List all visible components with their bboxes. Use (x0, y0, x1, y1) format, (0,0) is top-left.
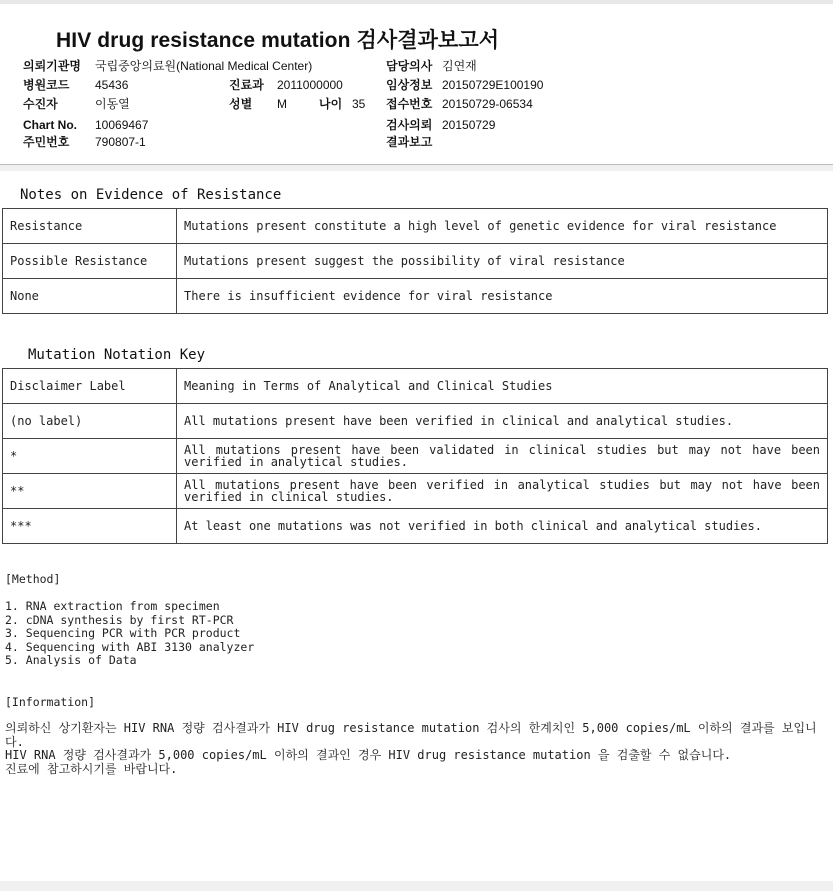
notation-label: (no label) (3, 404, 177, 439)
sex-label: 성별 (229, 97, 253, 111)
doctor-label: 담당의사 (386, 59, 433, 73)
evidence-table (2, 208, 828, 314)
id-no-value: 790807-1 (95, 135, 146, 149)
method-step: 5. Analysis of Data (5, 653, 137, 667)
test-request-label: 검사의뢰 (386, 118, 433, 132)
table-row (3, 209, 828, 244)
table-row (3, 474, 828, 509)
notation-text: All mutations present have been verified in clinical and analytical studies. (177, 404, 828, 439)
evidence-label: Resistance (3, 209, 177, 244)
report-title: HIV drug resistance mutation 검사결과보고서 (56, 29, 500, 52)
age-value: 35 (352, 97, 366, 111)
bottom-border (0, 881, 833, 891)
hospital-code-value: 45436 (95, 78, 129, 92)
table-row (3, 404, 828, 439)
evidence-label: Possible Resistance (3, 244, 177, 279)
id-no-label: 주민번호 (23, 135, 70, 149)
evidence-label: None (3, 279, 177, 314)
sex-value: M (277, 97, 287, 111)
evidence-section-title: Notes on Evidence of Resistance (20, 187, 282, 203)
notation-header-label: Disclaimer Label (3, 369, 177, 404)
institution-value: 국립중앙의료원(National Medical Center) (95, 59, 313, 73)
notation-header-text: Meaning in Terms of Analytical and Clinical Studies (177, 369, 828, 404)
notation-text: All mutations present have been validated in clinical studies but may not have been verified in analytical studies. (177, 439, 828, 474)
notation-text: At least one mutations was not verified in both clinical and analytical studies. (177, 509, 828, 544)
age-label: 나이 (319, 97, 343, 111)
information-heading: [Information] (5, 695, 96, 709)
doctor-value: 김연재 (442, 59, 477, 73)
method-step: 4. Sequencing with ABI 3130 analyzer (5, 639, 255, 654)
clinical-info-label: 임상정보 (386, 78, 433, 92)
table-row (3, 279, 828, 314)
test-request-value: 20150729 (442, 118, 496, 132)
institution-label: 의뢰기관명 (23, 59, 81, 73)
table-row (3, 244, 828, 279)
method-step: 2. cDNA synthesis by first RT-PCR (5, 612, 234, 627)
table-row (3, 509, 828, 544)
evidence-text: Mutations present suggest the possibility of viral resistance (177, 244, 828, 279)
patient-label: 수진자 (23, 97, 58, 111)
method-step: 3. Sequencing PCR with PCR product (5, 626, 241, 640)
information-line: 진료에 참고하시기를 바랍니다. (5, 761, 178, 776)
method-heading: [Method] (5, 572, 61, 586)
result-report-label: 결과보고 (386, 135, 433, 149)
information-line: 의뢰하신 상기환자는 HIV RNA 정량 검사결과가 HIV drug resistance mutation 검사의 한계치인 5,000 copies/mL 이하의 결과를 보입니다. (5, 721, 817, 749)
notation-table (2, 368, 828, 544)
table-row (3, 439, 828, 474)
notation-label: ** (3, 474, 177, 509)
evidence-text: There is insufficient evidence for viral resistance (177, 279, 828, 314)
report-header (0, 4, 833, 165)
table-header-row (3, 369, 828, 404)
evidence-text: Mutations present constitute a high level of genetic evidence for viral resistance (177, 209, 828, 244)
chart-no-value: 10069467 (95, 118, 149, 132)
information-line: HIV RNA 정량 검사결과가 5,000 copies/mL 이하의 결과인 경우 HIV drug resistance mutation 을 검출할 수 없습니다. (5, 748, 732, 762)
receipt-no-value: 20150729-06534 (442, 97, 533, 111)
receipt-no-label: 접수번호 (386, 97, 433, 111)
department-label: 진료과 (229, 78, 264, 92)
information-body (5, 722, 820, 776)
header-separator (0, 165, 833, 171)
notation-label: *** (3, 509, 177, 544)
clinical-info-value: 20150729E100190 (442, 78, 544, 92)
hospital-code-label: 병원코드 (23, 78, 70, 92)
notation-label: * (3, 439, 177, 474)
method-step: 1. RNA extraction from specimen (5, 599, 220, 613)
chart-no-label: Chart No. (23, 118, 77, 132)
department-value: 2011000000 (277, 78, 343, 92)
notation-section-title: Mutation Notation Key (28, 347, 206, 363)
notation-text: All mutations present have been verified in analytical studies but may not have been verified in clinical studies. (177, 474, 828, 509)
patient-value: 이동열 (95, 97, 130, 111)
